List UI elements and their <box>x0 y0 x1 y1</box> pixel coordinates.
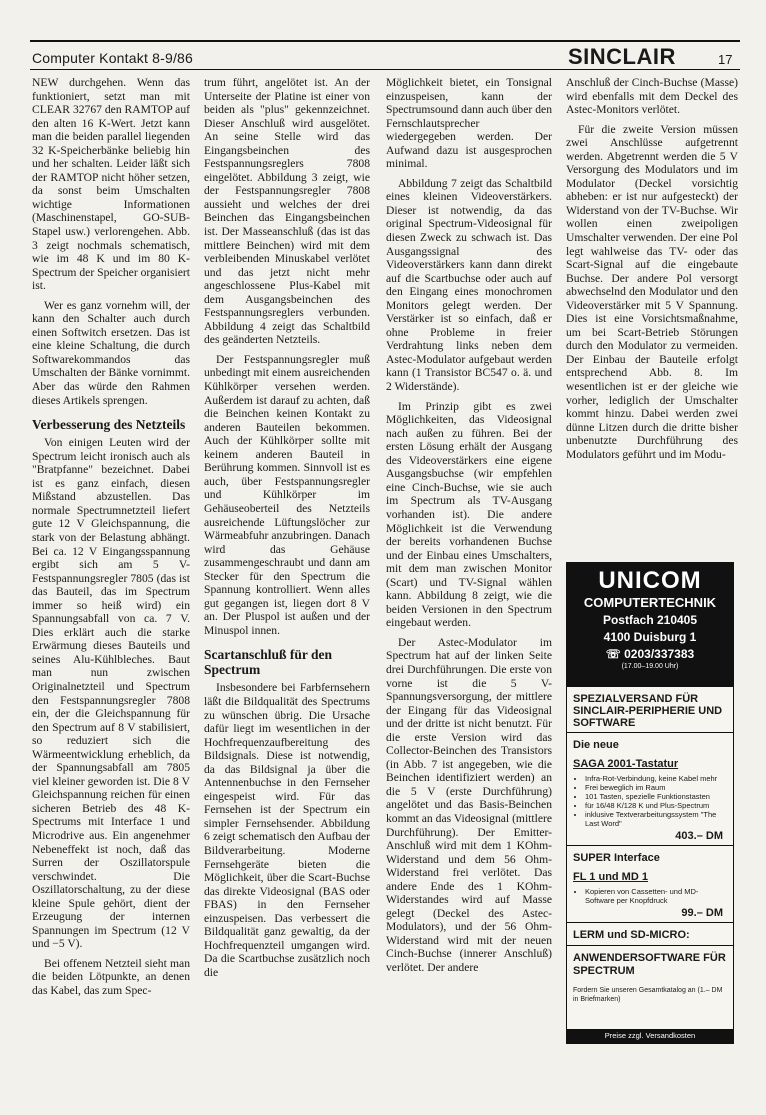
ad-product-title: LERM und SD-MICRO: <box>573 929 690 941</box>
paragraph: Abbildung 7 zeigt das Schaltbild eines kleinen Videoverstärkers. Dieser ist notwendig, da das original Spectrum-Videosignal für diesen Zweck zu schwach ist. Das Ausgangssignal des Videoverstärkers kann dann direkt auf die Scartbuchse oder auch auf den Eingang eines monochromen Monitors gelegt werden. Der Verstärker ist so einfach, daß er ohne Probleme in freier Verdrahtung links neben dem Astec-Modulator aufgebaut werden kann (1 Transistor BC547 o. ä. und 2 Widerstände). <box>386 176 552 394</box>
page-number: 17 <box>718 52 733 67</box>
list-item: • inklusive Textverarbeitungssystem "The Last Word" <box>585 810 727 828</box>
paragraph: Möglichkeit bietet, ein Tonsignal einzuspeisen, kann der Spectrumsound dann auch über den Fernschlautsprecher wiedergegeben werden. Der Aufwand dazu ist ausgesprochen minimal. <box>386 76 552 171</box>
header-magazine-issue: Computer Kontakt 8-9/86 <box>32 50 194 66</box>
paragraph: Der Astec-Modulator im Spectrum hat auf der linken Seite drei Durchführungen. Die erste von vorne ist die 5 V-Spannungsversorgung, der mittlere der Eingang für das Videosignal und der dritte ist nicht benutzt. Für die erste Version wird das Collector-Beinchen des Transistors (in Abb. 7 ist angegeben, wie die Beinchen identifiziert werden) an die 5 V (erste Durchführung) angelötet und das Basis-Beinchen kommt an das Videosignal (mittlere Durchführung). Der Emitter-Anschluß wird mit dem 1 KOhm-Widerstand und dem 56 Ohm-Widerstand frei verlötet. Das andere Ende des 1 KOhm-Widerstandes wird auf Masse gelegt (Deckel des Astec-Modulators), und der 56 Ohm-Widerstand wird mit der neuen Cinch-Buchse (innerer Anschluß) verlötet. Der andere <box>386 635 552 974</box>
ad-product-title: SUPER Interface <box>573 852 660 864</box>
list-item: • Frei beweglich im Raum <box>585 783 727 792</box>
paragraph: Von einigen Leuten wird der Spectrum leicht ironisch auch als "Bratpfanne" bezeichnet. Dabei ist es ganz einfach, diesen Mißstand abzustellen. Das normale Spectrumnetzteil liefert gute 12 V Gleichspannung, die stark von der Belastung abhängt. Bei ca. 12 V Eingangsspannung ergibt sich am 5 V-Festspannungsregler 7805 (das ist das Bauteil, das im Spectrum immer so heiß wird) ein Spannungsabfall von ca. 7 V. Dies erklärt auch die starke Erwärmung dieses Bauteils und seines Alu-Kühlbleches. Baut man nun zwischen Originalnetzteil und Spectrum den Festspannungsregler 7808 ein, der die Gleichspannung für den Spectrum auf 8 V stabilisiert, so reduziert sich die Wärmeentwicklung erheblich, da der Spannungsabfall am 7805 viel kleiner geworden ist. Die 8 V Gleichspannung reichen für einen sicheren Betrieb des 48 K-Spectrums mit Interface 1 und Microdrive aus. Ein angenehmer Nebeneffekt ist noch, daß das Surren der Oszillatorspule verschwindet. Die Oszillatorschaltung, zu der diese kleine Spule gehört, dient der Erzeugung der internen Spannungen im Spectrum (12 V und −5 V). <box>32 436 190 951</box>
ad-body <box>567 687 733 1008</box>
list-item: • Infra-Rot-Verbindung, keine Kabel mehr <box>585 774 727 783</box>
paragraph: Insbesondere bei Farbfernsehern läßt die Bildqualität des Spectrums zu wünschen übrig. Die Ursache dafür liegt im wesentlichen in der Hochfrequenzaufbereitung des Bildsignals. Diese ist notwendig, da das Bildsignal ja über die Antennenbuchse in den Fernseher eingespeist wird. Für das Fernsehen ist der Spectrum ein simpler Fernsehsender. Abbildung 6 zeigt schematisch den Aufbau der Bildverarbeitung. Moderne Fernsehgeräte bieten die Möglichkeit, über die Scart-Buchse das direkte Videosignal (BAS oder FBAS) in den Fernseher einzuspeisen. Das verbessert die Bildqualität ganz gewaltig, da der Hochfrequenzteil umgangen wird. Da die Scartbuchse zusätzlich noch die <box>204 681 370 979</box>
ad-feature-list <box>573 887 727 905</box>
column-3 <box>386 76 552 981</box>
paragraph: Im Prinzip gibt es zwei Möglichkeiten, das Videosignal nach außen zu führen. Bei der ersten Lösung erhält der Ausgang des Videoverstärkers eine eigene Ausgangsbuchse (wir empfehlen eine Cinch-Buchse, wie sie auch im Spectrum als TV-Ausgang vorhanden ist). Die andere Möglichkeit ist die Verwendung der bereits vorhandenen Buchse und der Einbau eines Umschalters, mit dem man zwischen Monitor (Scart) und TV-Signal wählen kann. Abbildung 8 zeigt, wie die beiden Versionen in den Spectrum eingebaut werden. <box>386 399 552 630</box>
section-heading: Scartanschluß für den Spectrum <box>204 647 333 678</box>
ad-address-line: Postfach 210405 <box>602 613 698 627</box>
column-1 <box>32 76 190 1004</box>
divider <box>567 945 733 946</box>
ad-feature-list <box>573 774 727 828</box>
ad-subtitle: COMPUTERTECHNIK <box>583 595 717 610</box>
paragraph: Anschluß der Cinch-Buchse (Masse) wird ebenfalls mit dem Deckel des Astec-Monitors verlötet. <box>566 76 738 117</box>
paragraph: Bei offenem Netzteil sieht man die beiden Lötpunkte, an denen das Kabel, das zum Spec- <box>32 956 190 997</box>
list-item: • 101 Tasten, spezielle Funktionstasten <box>585 792 727 801</box>
column-2 <box>204 76 370 985</box>
ad-price: 99.– DM <box>681 907 723 919</box>
ad-hours: (17.00–19.00 Uhr) <box>621 663 679 670</box>
ad-product-name: ANWENDERSOFTWARE FÜR SPECTRUM <box>573 952 726 977</box>
ad-catalog-note: Fordern Sie unseren Gesamtkatalog an (1.– DM in Briefmarken) <box>573 987 723 1003</box>
ad-product-name: SAGA 2001-Tastatur <box>573 758 679 770</box>
paragraph: trum führt, angelötet ist. An der Unterseite der Platine ist einer von beiden als "plus" gekennzeichnet. Dieser Anschluß wird ausgelötet. An seine Stelle wird das Eingangsbeinchen des Festspannungsreglers 7808 eingelötet. Abbildung 3 zeigt, wie der Festspannungsregler 7808 aussieht und welches der drei Beinchen das Eingangsbeinchen ist. Der Masseanschluß (das ist das mittlere Beinchen) wird mit dem verbleibenden Minuskabel verlötet und das jetzt nicht mehr angeschlossene Plus-Kabel mit dem Ausgangsbeinchen des Festspannungsreglers verbunden. Abbildung 4 zeigt das Schaltbild des geänderten Netzteils. <box>204 76 370 347</box>
divider <box>567 922 733 923</box>
paragraph: Für die zweite Version müssen zwei Anschlüsse aufgetrennt werden. Abgetrennt werden die 5 V Versorgung des Modulators und im Modulator (Deckel vorsichtig abheben: er ist nur aufgesteckt) der Widerstand von der TV-Buchse. Wir wollen einen zweipoligen Umschalter verwenden. Der eine Pol legt wahlweise das TV- oder das Scart-Signal auf die eingebaute Buchse. Der andere Pol versorgt abwechselnd den Modulator und den Videoverstärker mit 5 V Spannung. Dies ist eine Vorsichtsmaßnahme, um bei Scart-Betrieb Störungen durch den Modulator zu vermeiden. Der Einbau der Bauteile erfolgt entsprechend Abb. 8. Im wesentlichen ist er der gleiche wie vorher, lediglich der Umschalter kommt hinzu. Dabei werden zwei dünne Litzen durch die dritte bisher unbenutzte Durchführung des Modulators geführt und im Modu- <box>566 122 738 461</box>
ad-phone: ☏ 0203/337383 <box>605 647 695 661</box>
ad-product-name: FL 1 und MD 1 <box>573 871 648 883</box>
ad-price: 403.– DM <box>675 830 723 842</box>
ad-address-line: 4100 Duisburg 1 <box>603 630 697 644</box>
divider <box>567 732 733 733</box>
ad-header <box>567 563 733 687</box>
ad-headline: SPEZIALVERSAND FÜR SINCLAIR-PERIPHERIE UND SOFTWARE <box>573 693 723 729</box>
ad-brand: UNICOM <box>598 567 702 594</box>
column-4 <box>566 76 738 467</box>
ad-footer: Preise zzgl. Versandkosten <box>567 1029 733 1043</box>
list-item: • Kopieren von Cassetten- und MD-Software per Knopfdruck <box>585 887 727 905</box>
header-rule-top <box>30 40 740 42</box>
paragraph: NEW durchgehen. Wenn das funktioniert, setzt man mit CLEAR 32767 den RAMTOP auf den alten 16 K-Wert. Jetzt kann man die beiden parallel liegenden 32 K-Speicherbänke beliebig hin und her schalten. Leider läßt sich der RAMTOP nicht höher setzen, da sonst beim Umschalten wichtige Informationen (Maschinenstapel, GO-SUB-Stapel usw.) verlorengehen. Abb. 3 zeigt nochmals schematisch, wie im 48 K und im 80 K-Spectrum der Speicher organisiert ist. <box>32 76 190 293</box>
section-heading: Verbesserung des Netzteils <box>32 417 186 433</box>
advertisement-box <box>566 562 734 1044</box>
header-rule-bottom <box>30 69 740 70</box>
divider <box>567 845 733 846</box>
list-item: • für 16/48 K/128 K und Plus-Spectrum <box>585 801 727 810</box>
header-section-title: SINCLAIR <box>568 44 676 69</box>
paragraph: Der Festspannungsregler muß unbedingt mit einem ausreichenden Kühlkörper versehen werden. Außerdem ist darauf zu achten, daß die Beinchen keinen Kontakt zu anderen Bauteilen bekommen. Auch der Kühlkörper sollte mit keinem anderen Bauteil in Berührung kommen. Sinnvoll ist es auch, über Festspannungsregler und Kühlkörper im Gehäuseoberteil des Netzteils ausreichende Lüftungslöcher zur Wärmeabfuhr anzubringen. Danach wird das Gehäuse zusammengeschraubt und dann am Stecker für den Spectrum die Spannung kontrolliert. Wenn alles gut gegangen ist, liegen dort 8 V an. Der Pluspol ist außen und der Minuspol innen. <box>204 352 370 637</box>
paragraph: Wer es ganz vornehm will, der kann den Schalter auch durch einen Softwitch ersetzen. Das ist eine kleine Schaltung, die durch Softwarekommandos das Umschalten der Bänke vornimmt. Aber das würde den Rahmen dieses Artikels sprengen. <box>32 298 190 407</box>
ad-product-title: Die neue <box>573 739 619 751</box>
